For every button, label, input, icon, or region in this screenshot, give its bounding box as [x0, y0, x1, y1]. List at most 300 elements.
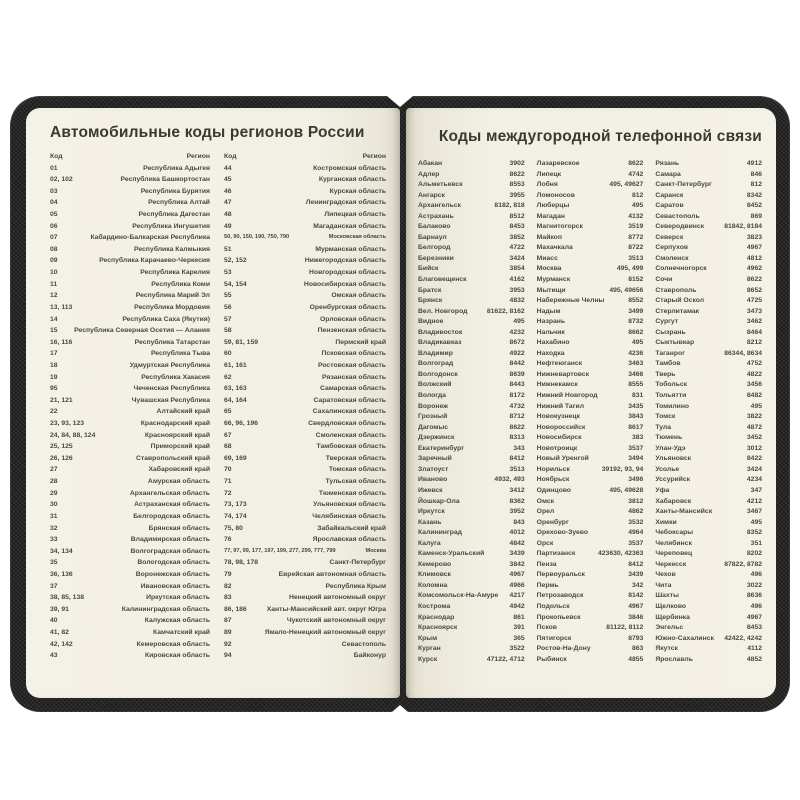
city-cell: Нальчик	[536, 328, 565, 336]
code-cell: 4725	[746, 297, 763, 305]
city-cell: Тула	[655, 423, 672, 431]
region-cell: Белгородская область	[133, 512, 210, 520]
table-row	[655, 171, 762, 182]
code-cell: 495, 49656	[609, 286, 644, 294]
table-row	[655, 265, 762, 276]
code-cell: 39, 91	[50, 605, 69, 613]
city-cell: Брянск	[418, 297, 443, 305]
code-cell: 81842, 8184	[724, 223, 763, 231]
table-row	[224, 385, 386, 397]
table-row	[655, 540, 762, 551]
table-row	[655, 403, 762, 414]
table-row	[418, 519, 525, 530]
code-cell: 58	[224, 327, 232, 335]
city-cell: Серпухов	[655, 244, 689, 252]
code-cell: 36, 136	[50, 570, 73, 578]
city-cell: Орехово-Зуево	[536, 529, 589, 537]
table-row	[655, 381, 762, 392]
table-row	[50, 548, 210, 560]
code-cell: 8482	[746, 392, 763, 400]
city-cell: Челябинск	[655, 539, 692, 547]
table-row	[224, 176, 386, 188]
table-row	[50, 606, 210, 618]
city-cell: Казань	[418, 518, 442, 526]
city-cell: Ломоносов	[536, 191, 575, 199]
table-row	[418, 424, 525, 435]
table-row	[50, 385, 210, 397]
city-cell: Ноябрьск	[536, 476, 570, 484]
code-cell: 8662	[628, 328, 644, 336]
table-row	[418, 403, 525, 414]
table-row	[418, 498, 525, 509]
table-row	[224, 548, 386, 560]
city-cell: Одинцово	[536, 486, 571, 494]
code-cell: 44	[224, 164, 232, 172]
table-row	[537, 255, 644, 266]
code-cell: 8453	[746, 624, 763, 632]
code-cell: 495, 49628	[609, 486, 644, 494]
city-cell: Шахты	[655, 592, 679, 600]
right-page-title: Коды междугородной телефонной связи	[438, 128, 762, 145]
region-cell: Республика Крым	[325, 582, 386, 590]
city-cell: Дзержинск	[418, 434, 455, 442]
code-cell: 49	[224, 222, 232, 230]
city-cell: Владикавказ	[418, 339, 462, 347]
code-cell: 69, 169	[224, 454, 247, 462]
table-row	[537, 571, 644, 582]
table-row	[537, 276, 644, 287]
table-row	[537, 582, 644, 593]
table-row	[224, 327, 386, 339]
code-cell: 3854	[509, 265, 525, 273]
code-cell: 4966	[509, 581, 525, 589]
table-row	[537, 434, 644, 445]
region-cell: Сахалинская область	[312, 408, 386, 416]
code-cell: 8422	[746, 455, 763, 463]
table-row	[537, 160, 644, 171]
city-cell: Лобня	[536, 181, 558, 189]
code-cell: 8553	[509, 181, 525, 189]
city-cell: Таганрог	[655, 349, 685, 357]
city-cell: Новокузнецк	[536, 413, 580, 421]
table-row	[50, 234, 210, 246]
code-cell: 92	[224, 640, 232, 648]
code-cell: 24, 84, 88, 124	[50, 431, 96, 439]
table-row	[418, 360, 525, 371]
city-cell: Краснодар	[418, 613, 455, 621]
code-cell: 863	[632, 645, 644, 653]
table-row	[50, 339, 210, 351]
code-cell: 09	[50, 257, 58, 265]
city-cell: Северск	[655, 233, 684, 241]
code-cell: 78, 98, 178	[224, 559, 259, 567]
table-row	[50, 443, 210, 455]
region-cell: Тульская область	[325, 478, 386, 486]
city-cell: Климовск	[418, 571, 451, 579]
region-cell: Оренбургская область	[309, 303, 386, 311]
code-header: Код	[50, 153, 63, 160]
city-cell: Нахабино	[536, 339, 570, 347]
code-cell: 19	[50, 373, 58, 381]
code-cell: 4742	[628, 170, 644, 178]
code-cell: 15	[50, 327, 58, 335]
code-cell: 8464	[746, 328, 763, 336]
city-cell: Владивосток	[418, 328, 463, 336]
table-row	[537, 455, 644, 466]
code-cell: 25, 125	[50, 443, 73, 451]
table-row	[224, 641, 386, 653]
table-row	[50, 408, 210, 420]
table-row	[655, 445, 762, 456]
table-row	[50, 292, 210, 304]
city-cell: Чебоксары	[655, 529, 694, 537]
table-row	[50, 304, 210, 316]
city-cell: Сургут	[655, 318, 679, 326]
table-row	[418, 550, 525, 561]
city-cell: Вологда	[418, 392, 446, 400]
code-cell: 72	[224, 489, 232, 497]
table-row	[537, 445, 644, 456]
city-cell: Первоуральск	[536, 571, 585, 579]
city-cell: Нефтеюганск	[536, 360, 583, 368]
code-cell: 496	[750, 602, 763, 610]
city-cell: Нижневартовск	[536, 370, 589, 378]
city-cell: Дагомыс	[418, 423, 449, 431]
region-cell: Мурманская область	[315, 245, 386, 253]
code-cell: 87822, 8782	[724, 560, 763, 568]
code-cell: 50, 90, 150, 190, 750, 790	[224, 234, 290, 241]
table-row	[537, 645, 644, 656]
code-cell: 81122, 8112	[606, 624, 644, 632]
table-row	[537, 392, 644, 403]
table-row	[537, 487, 644, 498]
code-cell: 42, 142	[50, 640, 73, 648]
region-cell: Архангельская область	[129, 489, 210, 497]
code-cell: 347	[750, 486, 763, 494]
table-row	[655, 223, 762, 234]
table-row	[537, 498, 644, 509]
table-row	[655, 213, 762, 224]
region-cell: Новгородская область	[309, 269, 386, 277]
city-cell: Партизанск	[536, 550, 576, 558]
table-row	[537, 350, 644, 361]
code-cell: 3012	[746, 444, 763, 452]
table-row	[418, 582, 525, 593]
code-cell: 8202	[746, 550, 763, 558]
table-row	[655, 476, 762, 487]
region-cell: Калужская область	[144, 617, 210, 625]
table-row	[655, 350, 762, 361]
code-cell: 8172	[509, 392, 525, 400]
table-row	[537, 476, 644, 487]
city-cell: Йошкар-Ола	[418, 497, 460, 505]
city-cell: Вел. Новгород	[418, 307, 468, 315]
region-cell: Волгоградская область	[130, 547, 210, 555]
table-row	[655, 392, 762, 403]
code-cell: 4862	[628, 508, 644, 516]
table-row	[537, 202, 644, 213]
code-cell: 8212	[746, 339, 763, 347]
city-cell: Орел	[536, 508, 555, 516]
code-cell: 86344, 8634	[724, 349, 763, 357]
city-cell: Абакан	[418, 160, 443, 167]
code-cell: 8722	[628, 244, 644, 252]
table-row	[537, 592, 644, 603]
table-row	[418, 603, 525, 614]
code-cell: 12	[50, 292, 58, 300]
region-cell: Краснодарский край	[140, 420, 210, 428]
code-cell: 3955	[509, 191, 525, 199]
table-row	[418, 223, 525, 234]
table-row	[50, 559, 210, 571]
code-cell: 3537	[628, 539, 644, 547]
table-row	[418, 392, 525, 403]
region-cell: Камчатский край	[153, 628, 210, 636]
region-header: Регион	[186, 153, 210, 160]
code-cell: 65	[224, 408, 232, 416]
city-cell: Иркутск	[418, 508, 445, 516]
table-row	[655, 202, 762, 213]
city-cell: Белгород	[418, 244, 451, 252]
table-row	[50, 223, 210, 235]
code-cell: 3522	[509, 645, 525, 653]
city-cell: Тюмень	[655, 434, 683, 442]
city-cell: Норильск	[536, 465, 570, 473]
code-cell: 4932, 493	[494, 476, 525, 484]
code-cell: 35	[50, 559, 58, 567]
table-row	[655, 508, 762, 519]
code-cell: 8352	[746, 529, 763, 537]
city-cell: Кострома	[418, 602, 451, 610]
code-cell: 495	[750, 518, 763, 526]
city-cell: Тамбов	[655, 360, 681, 368]
table-row	[537, 360, 644, 371]
table-row	[418, 445, 525, 456]
table-row	[50, 617, 210, 629]
region-cell: Республика Башкортостан	[120, 176, 210, 184]
code-cell: 3842	[509, 560, 525, 568]
table-row	[50, 525, 210, 537]
code-cell: 4962	[746, 265, 763, 273]
table-row	[50, 246, 210, 258]
code-cell: 3812	[628, 497, 644, 505]
region-cell: Республика Бурятия	[140, 187, 210, 195]
table-row	[655, 603, 762, 614]
table-row	[655, 656, 762, 667]
table-row	[50, 455, 210, 467]
code-cell: 3412	[509, 486, 525, 494]
city-cell: Бийск	[418, 265, 439, 273]
table-row	[418, 308, 525, 319]
code-cell: 4232	[509, 328, 525, 336]
table-row	[224, 478, 386, 490]
code-cell: 73, 173	[224, 501, 247, 509]
region-cell: Тюменская область	[318, 489, 386, 497]
code-cell: 4855	[628, 655, 644, 663]
code-cell: 8443	[509, 381, 525, 389]
city-cell: Хабаровск	[655, 497, 692, 505]
code-cell: 4217	[509, 592, 525, 600]
code-cell: 8793	[628, 634, 644, 642]
city-cell: Заречный	[418, 455, 452, 463]
city-cell: Новороссийск	[536, 423, 586, 431]
region-cell: Вологодская область	[137, 559, 210, 567]
table-row	[418, 508, 525, 519]
table-row	[418, 265, 525, 276]
code-cell: 60	[224, 350, 232, 358]
city-cell: Энгельс	[655, 624, 684, 632]
code-cell: 06	[50, 222, 58, 230]
region-cell: Ставропольский край	[135, 454, 210, 462]
table-row	[224, 501, 386, 513]
table-row	[50, 211, 210, 223]
region-cell: Кемеровская область	[136, 640, 210, 648]
table-row	[418, 202, 525, 213]
code-cell: 30	[50, 501, 58, 509]
table-row	[418, 287, 525, 298]
code-cell: 8412	[628, 560, 644, 568]
code-cell: 87	[224, 617, 232, 625]
city-cell: Тверь	[655, 370, 676, 378]
table-header-row	[50, 153, 210, 165]
table-row	[655, 424, 762, 435]
region-cell: Курская область	[329, 187, 386, 195]
code-cell: 03	[50, 187, 58, 195]
table-row	[418, 645, 525, 656]
code-cell: 4012	[509, 529, 525, 537]
table-row	[655, 571, 762, 582]
code-cell: 46	[224, 187, 232, 195]
region-cell: Хабаровский край	[148, 466, 210, 474]
code-cell: 04	[50, 199, 58, 207]
city-cell: Коломна	[418, 581, 448, 589]
code-cell: 846	[750, 170, 763, 178]
city-cell: Чита	[655, 581, 672, 589]
table-row	[224, 583, 386, 595]
table-row	[224, 199, 386, 211]
table-row	[655, 466, 762, 477]
city-cell: Видное	[418, 318, 444, 326]
code-cell: 869	[750, 212, 763, 220]
code-cell: 66, 96, 196	[224, 420, 259, 428]
code-cell: 495	[750, 402, 763, 410]
code-cell: 27	[50, 466, 58, 474]
table-row	[537, 508, 644, 519]
city-cell: Тольятти	[655, 392, 687, 400]
cover-top-notch	[387, 96, 413, 107]
region-codes-column-1	[50, 153, 210, 664]
table-row	[537, 297, 644, 308]
city-cell: Тобольск	[655, 381, 688, 389]
table-row	[224, 269, 386, 281]
city-cell: Щелково	[655, 602, 687, 610]
table-row	[655, 297, 762, 308]
table-row	[224, 292, 386, 304]
code-cell: 8622	[509, 170, 525, 178]
table-row	[224, 246, 386, 258]
code-cell: 4752	[746, 360, 763, 368]
city-cell: Курган	[418, 645, 441, 653]
table-row	[655, 234, 762, 245]
table-row	[418, 244, 525, 255]
left-page	[26, 108, 400, 698]
table-row	[224, 629, 386, 641]
code-cell: 08	[50, 245, 58, 253]
code-cell: 4732	[509, 402, 525, 410]
region-header: Регион	[362, 153, 386, 160]
table-row	[418, 561, 525, 572]
region-cell: Забайкальский край	[317, 524, 386, 532]
code-cell: 3022	[746, 581, 763, 589]
table-row	[418, 171, 525, 182]
code-cell: 89	[224, 628, 232, 636]
region-cell: Ивановская область	[140, 582, 210, 590]
city-cell: Омск	[536, 497, 555, 505]
region-cell: Новосибирская область	[303, 280, 386, 288]
table-row	[418, 234, 525, 245]
table-row	[537, 181, 644, 192]
city-cell: Оренбург	[536, 518, 569, 526]
code-cell: 4812	[746, 254, 763, 262]
code-cell: 3952	[509, 508, 525, 516]
code-cell: 8555	[628, 381, 644, 389]
code-cell: 4162	[509, 276, 525, 284]
code-cell: 3467	[746, 508, 763, 516]
code-cell: 8622	[509, 423, 525, 431]
code-cell: 8313	[509, 434, 525, 442]
city-cell: Каменск-Уральский	[418, 550, 485, 558]
city-cell: Владимир	[418, 349, 453, 357]
code-cell: 8512	[509, 212, 525, 220]
notebook	[10, 96, 790, 712]
code-cell: 843	[513, 518, 525, 526]
region-cell: Республика Саха (Якутия)	[122, 315, 210, 323]
city-cell: Екатеринбург	[418, 444, 465, 452]
code-cell: 4967	[628, 602, 644, 610]
table-row	[537, 413, 644, 424]
table-row	[537, 223, 644, 234]
code-cell: 3424	[509, 254, 525, 262]
code-cell: 495	[513, 318, 525, 326]
city-cell: Солнечногорск	[655, 265, 707, 273]
table-row	[418, 540, 525, 551]
table-row	[418, 614, 525, 625]
code-cell: 39192, 93, 94	[601, 465, 644, 473]
city-cell: Мытищи	[536, 286, 566, 294]
table-row	[50, 641, 210, 653]
code-cell: 10	[50, 269, 58, 277]
region-cell: Республика Карачаево-Черкесия	[99, 257, 210, 265]
table-row	[418, 181, 525, 192]
code-cell: 3843	[628, 413, 644, 421]
table-header-row	[224, 153, 386, 165]
region-cell: Приморский край	[150, 443, 210, 451]
code-cell: 34, 134	[50, 547, 73, 555]
table-row	[418, 487, 525, 498]
table-row	[655, 244, 762, 255]
region-cell: Ленинградская область	[305, 199, 386, 207]
table-row	[537, 329, 644, 340]
code-cell: 383	[632, 434, 644, 442]
code-cell: 4852	[746, 655, 763, 663]
code-cell: 4112	[747, 645, 763, 653]
table-row	[537, 339, 644, 350]
table-row	[50, 362, 210, 374]
region-cell: Чукотский автономный округ	[286, 617, 386, 625]
code-cell: 53	[224, 269, 232, 277]
table-row	[537, 403, 644, 414]
code-cell: 29	[50, 489, 58, 497]
